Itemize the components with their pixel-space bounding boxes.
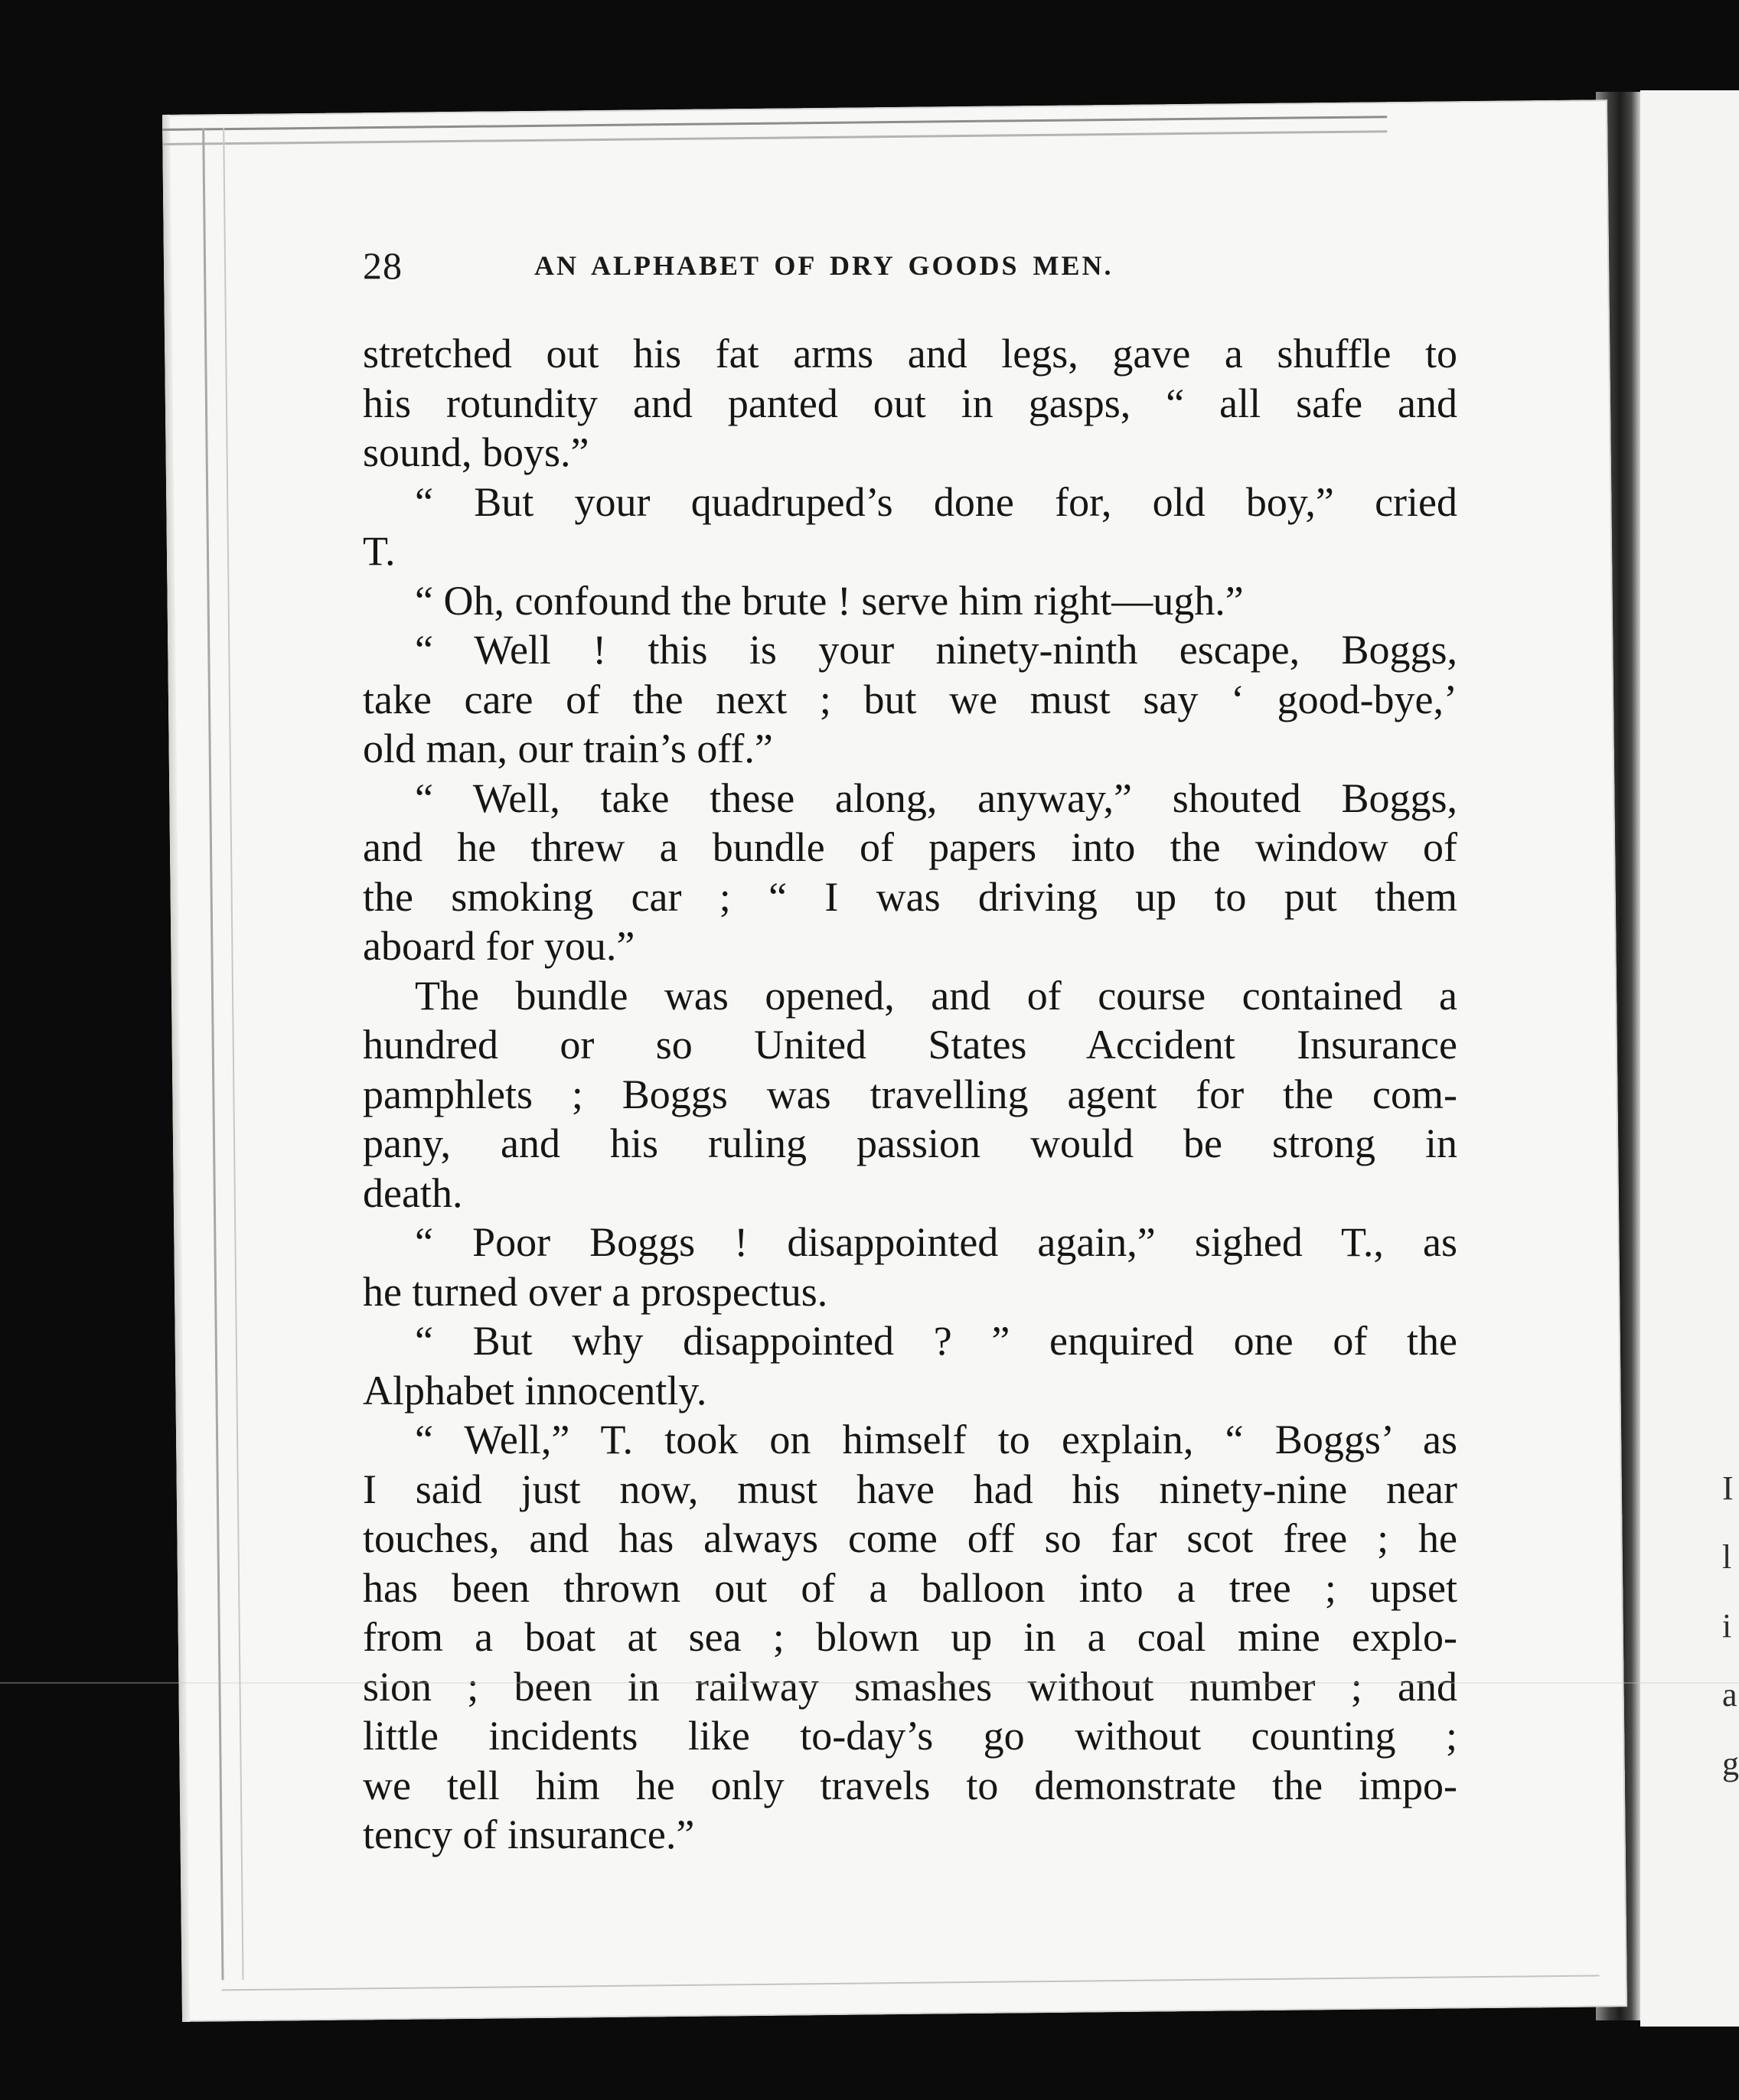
page-edge-top-lines: [162, 116, 1387, 145]
text-line: little incidents like to-day’s go without counting ;: [363, 1713, 1457, 1759]
text-line: “ Well ! this is your ninety-ninth escape, Boggs,: [415, 627, 1457, 673]
text-line: “ But why disappointed ? ” enquired one of the: [415, 1318, 1457, 1364]
text-line: stretched out his fat arms and legs, gave a shuffle to: [363, 331, 1457, 377]
text-line: Alphabet innocently.: [363, 1367, 707, 1414]
text-line: “ But your quadruped’s done for, old boy,” cried: [415, 478, 1457, 525]
facing-page-letter: g: [1722, 1745, 1739, 1782]
text-line: and he threw a bundle of papers into the window of: [363, 824, 1457, 870]
text-line: old man, our train’s off.”: [363, 726, 773, 771]
page-edge-left-outer: [162, 115, 190, 2022]
text-line: “ Well, take these along, anyway,” shouted Boggs,: [415, 774, 1457, 821]
text-line: pamphlets ; Boggs was travelling agent for the com-: [363, 1071, 1457, 1117]
page-edge-left-lines: [202, 128, 243, 1980]
running-head: [363, 243, 1373, 289]
facing-page-letter: i: [1722, 1607, 1732, 1645]
text-line: touches, and has always come off so far scot free ; he: [363, 1515, 1457, 1561]
facing-page-letter: I: [1722, 1469, 1734, 1507]
text-line: from a boat at sea ; blown up in a coal mine explo-: [363, 1614, 1457, 1660]
text-line: The bundle was opened, and of course contained a: [415, 972, 1457, 1019]
text-line: aboard for you.”: [363, 923, 635, 969]
text-line: tency of insurance.”: [363, 1811, 695, 1857]
text-line: T.: [363, 528, 396, 574]
facing-page-letter: a: [1722, 1676, 1737, 1714]
text-line: I said just now, must have had his ninety-nine near: [363, 1466, 1457, 1512]
text-line: we tell him he only travels to demonstrate the impo-: [363, 1762, 1457, 1808]
text-line: sion ; been in railway smashes without number ; and: [363, 1663, 1457, 1710]
text-line: his rotundity and panted out in gasps, “ all safe and: [363, 380, 1457, 426]
text-line: the smoking car ; “ I was driving up to put them: [363, 873, 1457, 920]
text-line: take care of the next ; but we must say ‘ good-bye,’: [363, 676, 1457, 722]
text-line: sound, boys.”: [363, 429, 589, 475]
page-edge-bottom-line: [222, 1974, 1600, 1991]
text-line: “ Oh, confound the brute ! serve him right—ugh.”: [415, 577, 1244, 624]
body-text: [363, 329, 1457, 1860]
text-line: “ Well,” T. took on himself to explain, “ Boggs’ as: [415, 1417, 1457, 1462]
page-number: 28: [363, 244, 403, 287]
text-line: pany, and his ruling passion would be strong in: [363, 1120, 1457, 1166]
text-line: has been thrown out of a balloon into a tree ; upset: [363, 1564, 1457, 1611]
scan-streak: [0, 1682, 1739, 1684]
facing-page-letter: l: [1722, 1538, 1732, 1576]
running-head-title: AN ALPHABET OF DRY GOODS MEN.: [534, 250, 1114, 281]
text-line: death.: [363, 1169, 463, 1216]
text-line: he turned over a prospectus.: [363, 1268, 828, 1315]
text-line: hundred or so United States Accident Insurance: [363, 1022, 1457, 1068]
text-line: “ Poor Boggs ! disappointed again,” sighed T., as: [415, 1219, 1457, 1265]
facing-page-text-fragment: [1722, 1454, 1739, 1798]
